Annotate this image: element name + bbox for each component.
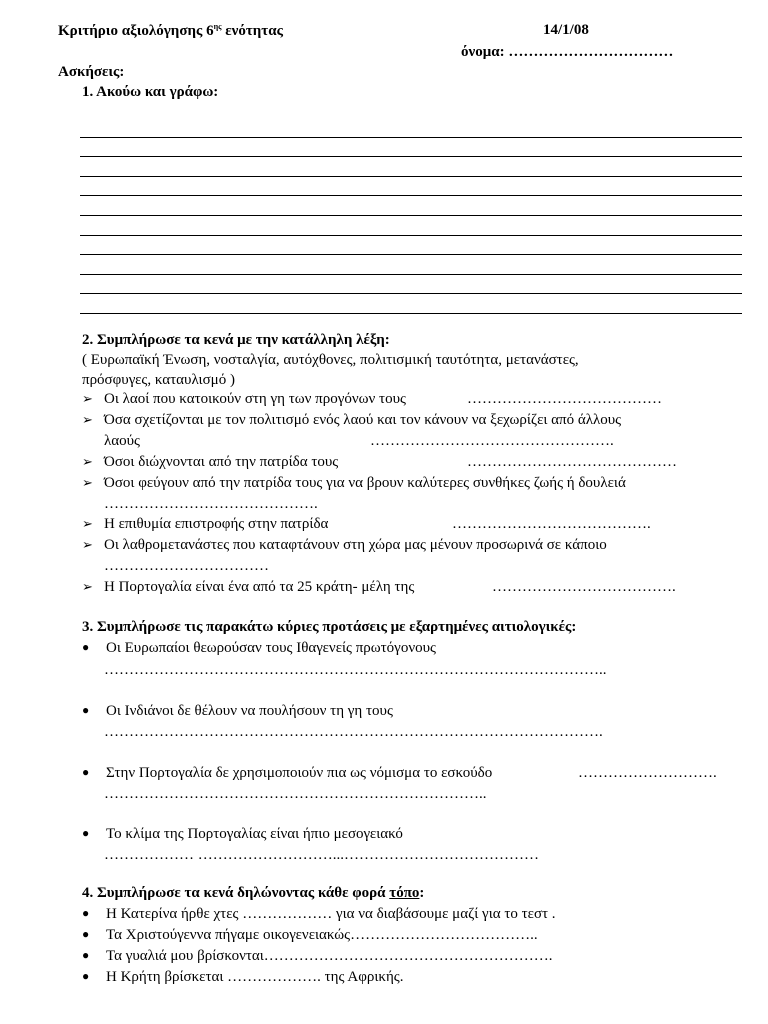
q2-item-continuation: λαούς xyxy=(104,433,140,449)
bullet-icon: ● xyxy=(82,640,90,654)
q3-item: ● Το κλίμα της Πορτογαλίας είναι ήπιο μεσογειακό xyxy=(82,826,403,842)
arrow-bullet-icon: ➢ xyxy=(82,454,93,469)
title-suffix: ενότητας xyxy=(221,23,283,39)
worksheet-date: 14/1/08 xyxy=(543,22,589,38)
arrow-bullet-icon: ➢ xyxy=(82,391,93,406)
writing-line xyxy=(80,236,742,256)
writing-line xyxy=(80,138,742,158)
worksheet-title xyxy=(58,22,283,40)
q2-item: ➢ Όσοι φεύγουν από την πατρίδα τους για να βρουν καλύτερες συνθήκες ζωής ή δουλειά xyxy=(82,475,626,491)
answer-blank: ……………………………………. xyxy=(104,496,318,512)
answer-blank: …………………………………………. xyxy=(370,433,614,449)
writing-line xyxy=(80,216,742,236)
q1-writing-lines xyxy=(80,118,742,314)
bullet-icon: ● xyxy=(82,906,90,920)
q1-title: 1. Ακούω και γράφω: xyxy=(82,84,219,100)
writing-line xyxy=(80,177,742,197)
writing-line xyxy=(80,196,742,216)
bullet-icon: ● xyxy=(82,765,90,779)
name-field: όνομα: …………………………… xyxy=(461,44,674,60)
q2-item: ➢ Όσοι διώχνονται από την πατρίδα τους …………………………………… xyxy=(82,454,677,470)
bullet-icon: ● xyxy=(82,826,90,840)
writing-line xyxy=(80,157,742,177)
q3-item: ● Στην Πορτογαλία δε χρησιμοποιούν πια ως νόμισμα το εσκούδο ………………………. xyxy=(82,765,717,781)
arrow-bullet-icon: ➢ xyxy=(82,537,93,552)
answer-blank: …………………………… xyxy=(104,558,269,574)
bullet-icon: ● xyxy=(82,969,90,983)
arrow-bullet-icon: ➢ xyxy=(82,475,93,490)
answer-blank: …………………………………. xyxy=(452,516,651,532)
answer-blank: …………………………………… xyxy=(467,454,677,470)
q2-word-bank-line-2: πρόσφυγες, καταυλισμό ) xyxy=(82,372,235,388)
q4-item: ● Η Κρήτη βρίσκεται ………………. της Αφρικής. xyxy=(82,969,404,985)
title-prefix: Κριτήριο αξιολόγησης 6 xyxy=(58,23,214,39)
bullet-icon: ● xyxy=(82,948,90,962)
q2-title: 2. Συμπλήρωσε τα κενά με την κατάλληλη λέξη: xyxy=(82,332,390,348)
answer-blank: ………………………. xyxy=(578,765,717,781)
q2-item: ➢ Οι λαθρομετανάστες που καταφτάνουν στη χώρα μας μένουν προσωρινά σε κάποιο xyxy=(82,537,607,553)
answer-blank: ……………………………………………………………………………………….. xyxy=(104,662,607,678)
bullet-icon: ● xyxy=(82,703,90,717)
answer-blank: ……………… ………………………...………………………………… xyxy=(104,847,539,863)
q2-item: ➢ Όσα σχετίζονται με τον πολιτισμό ενός λαού και τον κάνουν να ξεχωρίζει από άλλους xyxy=(82,412,622,428)
bullet-icon: ● xyxy=(82,927,90,941)
writing-line xyxy=(80,118,742,138)
answer-blank: ………………………………………………………………….. xyxy=(104,786,487,802)
title-superscript: ης xyxy=(213,22,222,31)
q3-item: ● Οι Ινδιάνοι δε θέλουν να πουλήσουν τη γη τους xyxy=(82,703,393,719)
answer-blank: ………………………………………………………………………………………. xyxy=(104,724,603,740)
q3-title: 3. Συμπλήρωσε τις παρακάτω κύριες προτάσεις με εξαρτημένες αιτιολογικές: xyxy=(82,619,577,635)
writing-line xyxy=(80,294,742,314)
writing-line xyxy=(80,275,742,295)
q2-item: ➢ Η Πορτογαλία είναι ένα από τα 25 κράτη- μέλη της ………………………………. xyxy=(82,579,676,595)
q2-item: ➢ Οι λαοί που κατοικούν στη γη των προγόνων τους ………………………………… xyxy=(82,391,662,407)
answer-blank: ………………………………… xyxy=(467,391,662,407)
q4-title-emphasis: τόπο xyxy=(389,885,420,901)
q2-word-bank-line-1: ( Ευρωπαϊκή Ένωση, νοσταλγία, αυτόχθονες, πολιτισμική ταυτότητα, μετανάστες, xyxy=(82,352,579,368)
writing-line xyxy=(80,255,742,275)
q4-item: ● Τα Χριστούγεννα πήγαμε οικογενειακώς……………………………….. xyxy=(82,927,538,943)
q4-item: ● Η Κατερίνα ήρθε χτες ……………… για να διαβάσουμε μαζί για το τεστ . xyxy=(82,906,556,922)
answer-blank: ………………………………. xyxy=(492,579,676,595)
q4-item: ● Τα γυαλιά μου βρίσκονται…………………………………………………. xyxy=(82,948,553,964)
q3-item: ● Οι Ευρωπαίοι θεωρούσαν τους Ιθαγενείς πρωτόγονους xyxy=(82,640,436,656)
exercises-label: Ασκήσεις: xyxy=(58,64,125,80)
arrow-bullet-icon: ➢ xyxy=(82,579,93,594)
arrow-bullet-icon: ➢ xyxy=(82,516,93,531)
q2-item: ➢ Η επιθυμία επιστροφής στην πατρίδα …………………………………. xyxy=(82,516,651,532)
q4-title: 4. Συμπλήρωσε τα κενά δηλώνοντας κάθε φορά τόπο: xyxy=(82,885,425,901)
arrow-bullet-icon: ➢ xyxy=(82,412,93,427)
